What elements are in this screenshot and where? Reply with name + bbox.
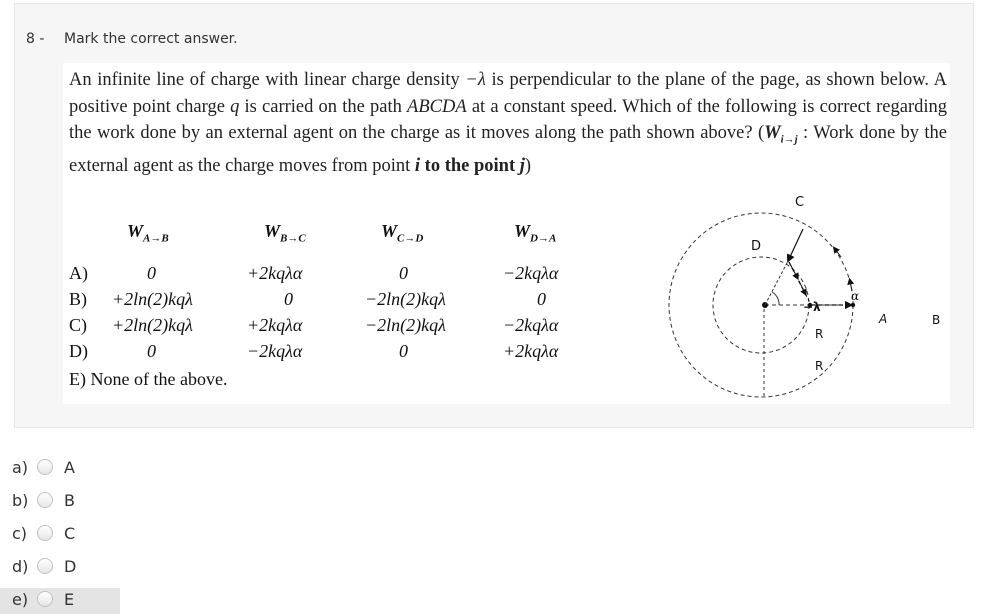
col-header-bc: $W_{B\to C}$ — [264, 221, 306, 245]
choice-b-label: b) — [12, 491, 29, 510]
choice-a-label: a) — [12, 458, 29, 477]
path-segment-cd — [789, 229, 803, 259]
cell-d-ab: 0 — [147, 341, 156, 361]
cell-a-bc: +2kqλα — [247, 263, 303, 283]
question-prompt: Mark the correct answer. — [64, 31, 238, 47]
question-content — [63, 63, 950, 404]
choice-b-text: B — [64, 491, 75, 510]
cell-c-da: −2kqλα — [503, 315, 559, 335]
cell-b-da: 0 — [537, 289, 546, 309]
col-header-da: $W_{D\to A}$ — [514, 221, 557, 245]
cell-a-ab: 0 — [147, 263, 156, 283]
radio-button-b[interactable] — [37, 492, 53, 508]
row-label-c: C) — [69, 315, 87, 335]
cell-b-bc: 0 — [284, 289, 293, 309]
col-header-ab: $W_{A\to B}$ — [127, 221, 169, 245]
question-text: An infinite line of charge with linear charge density −λ is perpendicular to the plane of the page, as shown below. A positive point charge q is carried on the path ABCDA at a constant speed. Which of the following is correct regarding the work done by an external agent on the charge as it moves along the path shown above? ($W_{i\to j}$ : Work done by the external agent as the charge moves from point i to the point j) — [69, 70, 948, 177]
choice-d-text: D — [64, 557, 77, 576]
cell-b-ab: +2ln(2)kqλ — [112, 289, 193, 309]
cell-a-da: −2kqλα — [503, 263, 559, 283]
label-b: B — [932, 313, 941, 327]
cell-b-cd: −2ln(2)kqλ — [365, 289, 446, 309]
cell-d-da: +2kqλα — [503, 341, 559, 361]
path-diagram — [661, 193, 951, 404]
question-number: 8 - — [26, 31, 45, 47]
cell-c-ab: +2ln(2)kqλ — [112, 315, 193, 335]
choice-e-text: E — [64, 590, 75, 609]
choice-a[interactable] — [0, 456, 120, 482]
option-e-text: E) None of the above. — [69, 369, 228, 389]
radio-button-e[interactable] — [37, 591, 53, 607]
choice-e-label: e) — [12, 590, 29, 609]
choice-c-label: c) — [12, 524, 28, 543]
choice-d-label: d) — [12, 557, 29, 576]
label-a: A — [879, 312, 888, 326]
choice-a-text: A — [64, 458, 75, 477]
row-label-a: A) — [69, 263, 88, 283]
cell-a-cd: 0 — [399, 263, 408, 283]
cell-c-bc: +2kqλα — [247, 315, 303, 335]
radio-button-d[interactable] — [37, 558, 53, 574]
label-lambda: −λ — [803, 300, 821, 314]
choice-e[interactable] — [0, 588, 120, 614]
radio-button-c[interactable] — [37, 525, 53, 541]
row-label-d: D) — [69, 341, 88, 361]
label-r-inner: R — [815, 327, 824, 341]
cell-d-cd: 0 — [399, 341, 408, 361]
label-alpha: α — [851, 289, 860, 303]
row-label-b: B) — [69, 289, 87, 309]
label-c: C — [795, 195, 805, 210]
choice-c-text: C — [64, 524, 76, 543]
col-header-cd: $W_{C\to D}$ — [381, 221, 424, 245]
label-d: D — [751, 239, 762, 254]
label-r-outer: R — [815, 359, 824, 373]
choice-d[interactable] — [0, 555, 120, 581]
choice-b[interactable] — [0, 489, 120, 515]
choice-c[interactable] — [0, 522, 120, 548]
cell-c-cd: −2ln(2)kqλ — [365, 315, 446, 335]
radio-button-a[interactable] — [37, 459, 53, 475]
cell-d-bc: −2kqλα — [247, 341, 303, 361]
